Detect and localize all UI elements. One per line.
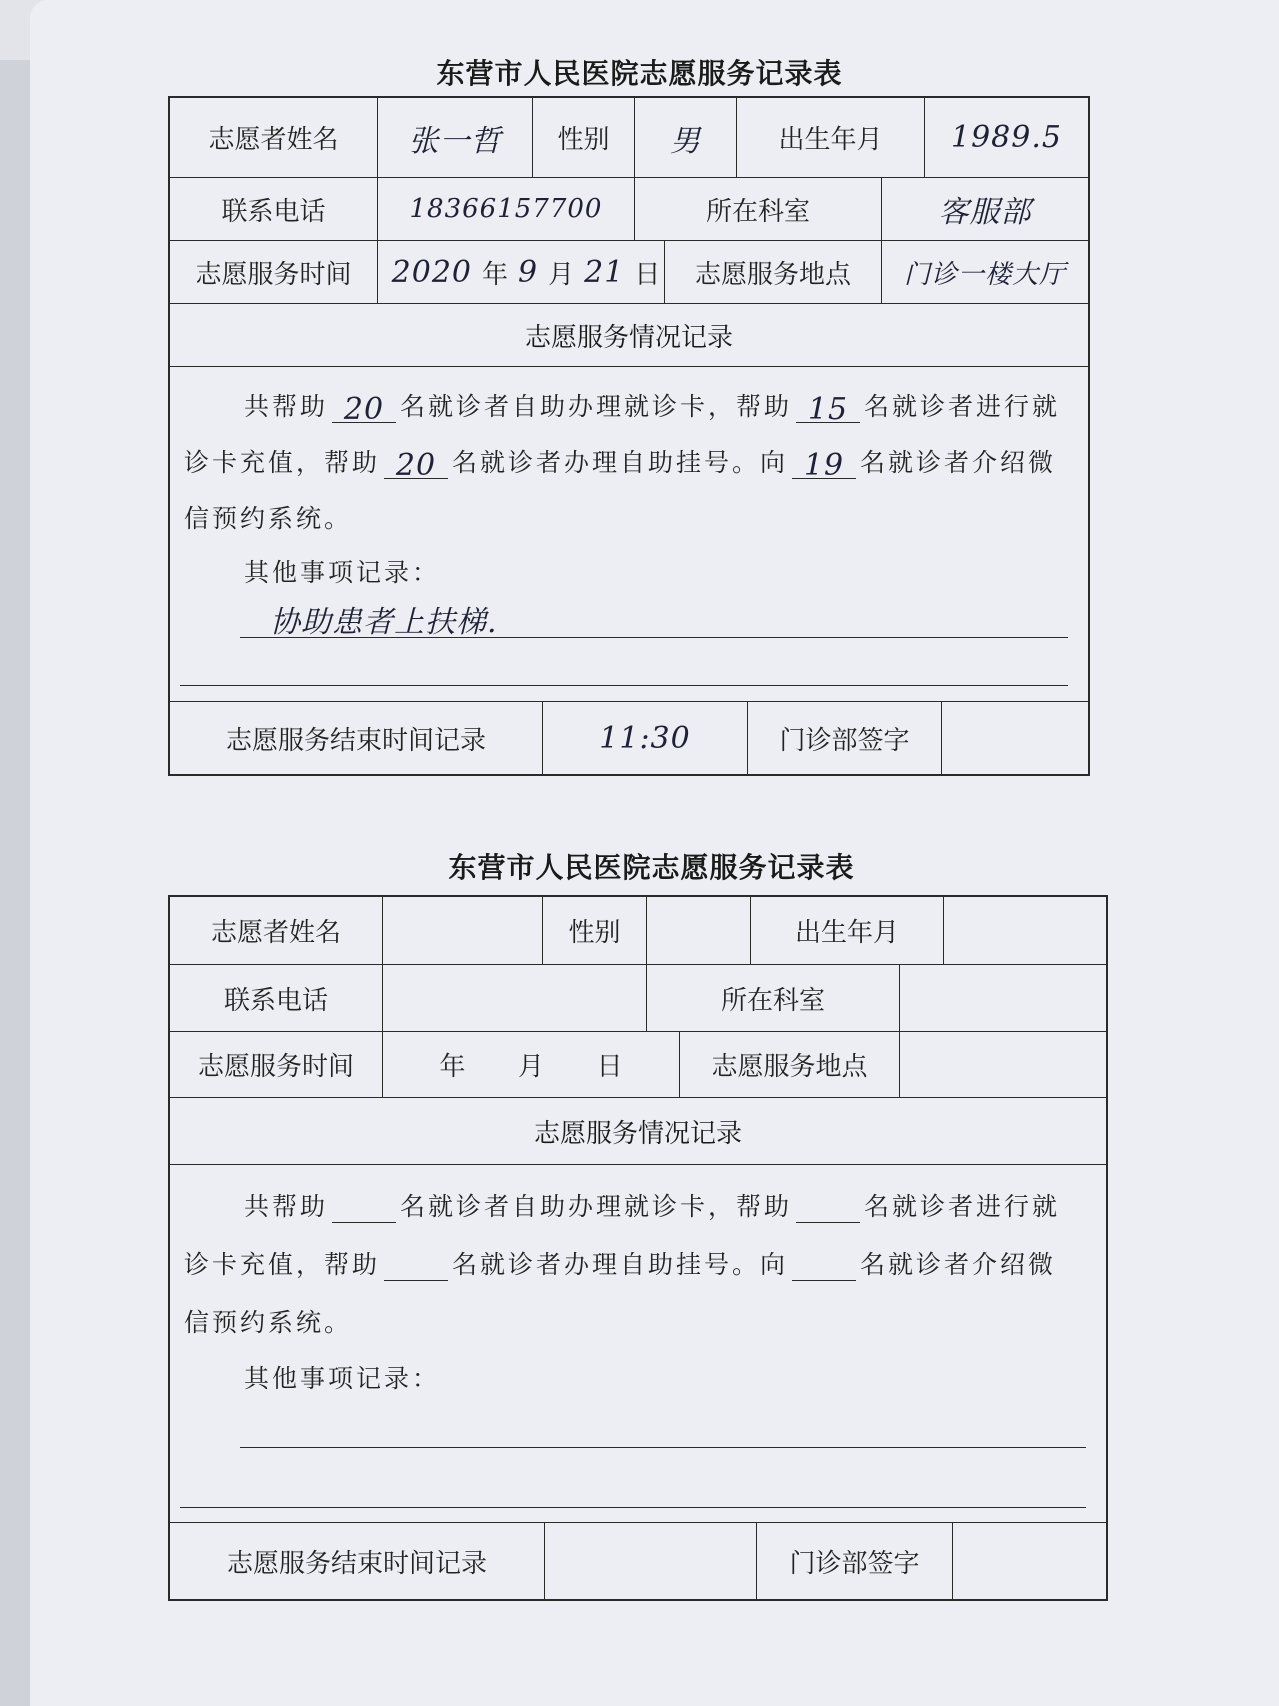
row-section <box>170 304 1088 367</box>
month-unit: 月 <box>517 1052 544 1082</box>
row-end <box>170 702 1088 774</box>
time-label: 志愿服务时间 <box>170 241 378 303</box>
phone-label: 联系电话 <box>170 178 378 240</box>
gender-label: 性别 <box>543 897 647 964</box>
row-time <box>170 241 1088 304</box>
row-section <box>170 1098 1106 1165</box>
blank-card-count[interactable] <box>332 1192 396 1223</box>
end-value: 11:30 <box>599 720 691 756</box>
row-time <box>170 1032 1106 1098</box>
phone-field[interactable] <box>383 965 647 1031</box>
phone-label: 联系电话 <box>170 965 383 1031</box>
name-value: 张一哲 <box>408 123 502 159</box>
form-table <box>168 96 1090 776</box>
name-label: 志愿者姓名 <box>170 897 383 964</box>
blank-topup-count[interactable] <box>796 1192 860 1223</box>
day-value: 21 <box>584 254 625 290</box>
other-underline-1 <box>240 1447 1086 1448</box>
date-field[interactable] <box>383 1032 680 1097</box>
row-name <box>170 98 1088 178</box>
date-field[interactable] <box>378 241 665 303</box>
sign-field[interactable] <box>953 1523 1106 1599</box>
sign-field[interactable] <box>942 702 1088 774</box>
dept-field[interactable] <box>900 965 1106 1031</box>
dept-label: 所在科室 <box>635 178 882 240</box>
row-name <box>170 897 1106 965</box>
name-label: 志愿者姓名 <box>170 98 378 177</box>
dept-value: 客服部 <box>938 195 1032 230</box>
phone-field[interactable] <box>378 178 635 240</box>
place-label: 志愿服务地点 <box>680 1032 900 1097</box>
record-line-1: 共帮助 20 名就诊者自助办理就诊卡，帮助 15 名就诊者进行就 <box>244 392 1061 427</box>
place-label: 志愿服务地点 <box>665 241 882 303</box>
birth-label: 出生年月 <box>737 98 925 177</box>
section-header: 志愿服务情况记录 <box>524 322 733 353</box>
record-line-2: 诊卡充值，帮助 20 名就诊者办理自助挂号。向 19 名就诊者介绍微 <box>184 448 1057 483</box>
month-value: 9 <box>518 254 539 290</box>
record-area <box>170 1165 1106 1523</box>
place-field[interactable] <box>882 241 1088 303</box>
birth-field[interactable] <box>925 98 1088 177</box>
gender-field[interactable] <box>635 98 737 177</box>
birth-field[interactable] <box>944 897 1106 964</box>
form-title: 东营市人民医院志愿服务记录表 <box>448 851 855 884</box>
month-unit: 月 <box>548 259 575 290</box>
year-value: 2020 <box>391 254 473 290</box>
day-unit: 日 <box>634 259 661 290</box>
blank-register-count[interactable]: 20 <box>384 448 448 479</box>
record-line-3: 信预约系统。 <box>184 1308 353 1337</box>
blank-card-count[interactable]: 20 <box>332 392 396 423</box>
other-underline-2 <box>180 685 1068 686</box>
row-phone <box>170 178 1088 241</box>
name-field[interactable] <box>383 897 543 964</box>
section-header: 志愿服务情况记录 <box>533 1118 742 1149</box>
year-unit: 年 <box>482 259 509 290</box>
row-end <box>170 1523 1106 1599</box>
blank-wechat-count[interactable] <box>792 1250 856 1281</box>
gender-label: 性别 <box>533 98 635 177</box>
sign-label: 门诊部签字 <box>748 702 942 774</box>
other-underline-1 <box>240 637 1068 638</box>
record-line-3: 信预约系统。 <box>184 504 353 533</box>
time-label: 志愿服务时间 <box>170 1032 383 1097</box>
other-label: 其他事项记录： <box>244 558 441 587</box>
blank-register-count[interactable] <box>384 1250 448 1281</box>
name-field[interactable] <box>378 98 533 177</box>
other-underline-2 <box>180 1507 1086 1508</box>
gender-field[interactable] <box>647 897 751 964</box>
record-area <box>170 367 1088 702</box>
form-table <box>168 895 1108 1601</box>
end-label: 志愿服务结束时间记录 <box>170 1523 545 1599</box>
form-title: 东营市人民医院志愿服务记录表 <box>436 57 843 90</box>
sign-label: 门诊部签字 <box>757 1523 953 1599</box>
record-line-2: 诊卡充值，帮助 名就诊者办理自助挂号。向 名就诊者介绍微 <box>184 1250 1057 1279</box>
record-line-1: 共帮助 名就诊者自助办理就诊卡，帮助 名就诊者进行就 <box>244 1192 1061 1221</box>
year-unit: 年 <box>439 1052 466 1082</box>
other-label: 其他事项记录： <box>244 1364 441 1393</box>
end-label: 志愿服务结束时间记录 <box>170 702 543 774</box>
blank-topup-count[interactable]: 15 <box>796 392 860 423</box>
end-field[interactable] <box>545 1523 757 1599</box>
place-field[interactable] <box>900 1032 1106 1097</box>
dept-field[interactable] <box>882 178 1088 240</box>
birth-label: 出生年月 <box>751 897 944 964</box>
birth-value: 1989.5 <box>951 120 1062 155</box>
phone-value: 18366157700 <box>409 194 603 224</box>
blank-wechat-count[interactable]: 19 <box>792 448 856 479</box>
other-value[interactable]: 协助患者上扶梯. <box>270 605 498 640</box>
row-phone <box>170 965 1106 1032</box>
dept-label: 所在科室 <box>647 965 900 1031</box>
end-field[interactable] <box>543 702 748 774</box>
place-value: 门诊一楼大厅 <box>903 259 1066 290</box>
gender-value: 男 <box>670 123 701 159</box>
day-unit: 日 <box>596 1052 623 1082</box>
